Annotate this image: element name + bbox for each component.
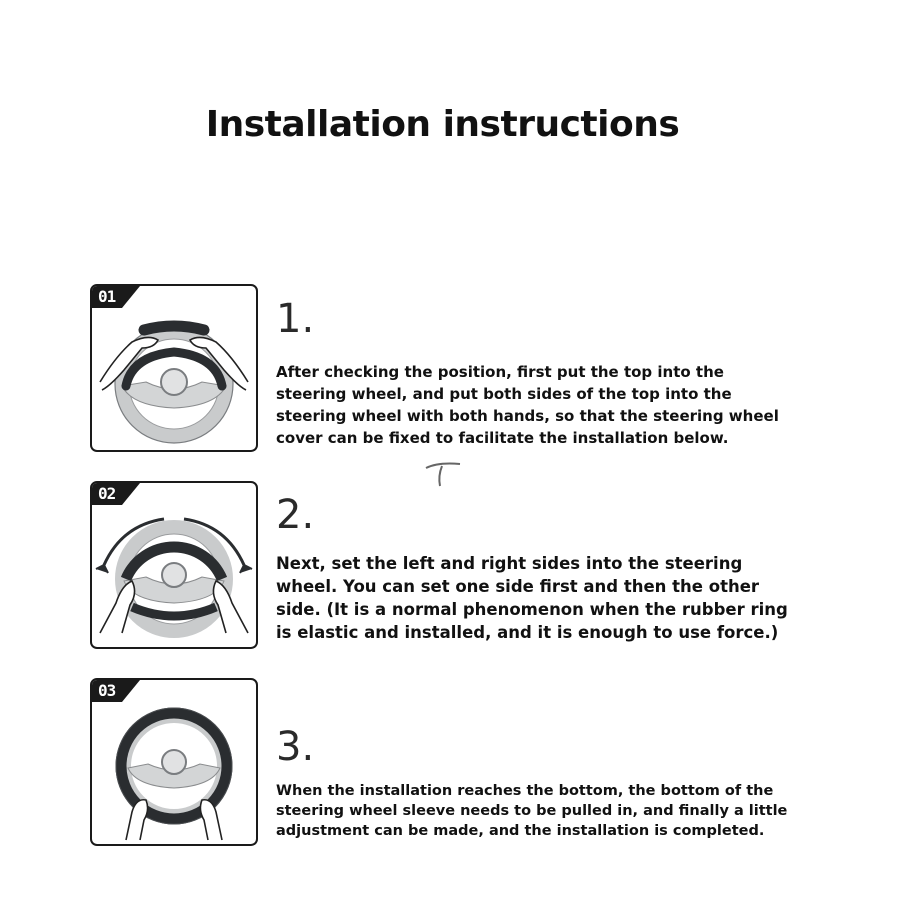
page-title: Installation instructions (205, 104, 680, 145)
step-badge: 02 (98, 484, 116, 503)
step-badge: 01 (98, 287, 116, 306)
step-3-text: When the installation reaches the bottom, the bottom of the steering wheel sleeve needs to be pulled in, and finally a little adjustment can be made, and the installation is completed. (276, 783, 788, 839)
step-3-image (90, 678, 258, 846)
step-1-number: 1. (276, 296, 315, 342)
step-badge: 03 (98, 681, 116, 700)
step-2-number: 2. (276, 492, 315, 538)
stray-mark-icon (424, 460, 464, 490)
step-1-image (90, 284, 258, 452)
step-2-text: Next, set the left and right sides into the steering wheel. You can set one side first and then the other side. (It is a normal phenomenon when the rubber ring is elastic and installed, and it is enough to use force.) (276, 554, 788, 642)
step-1-text: After checking the position, first put the top into the steering wheel, and put both sides of the top into the steering wheel with both hands, so that the steering wheel cover can be fixed to facilitate the installation below. (276, 363, 779, 447)
step-2-image (90, 481, 258, 649)
step-3-number: 3. (276, 724, 315, 770)
